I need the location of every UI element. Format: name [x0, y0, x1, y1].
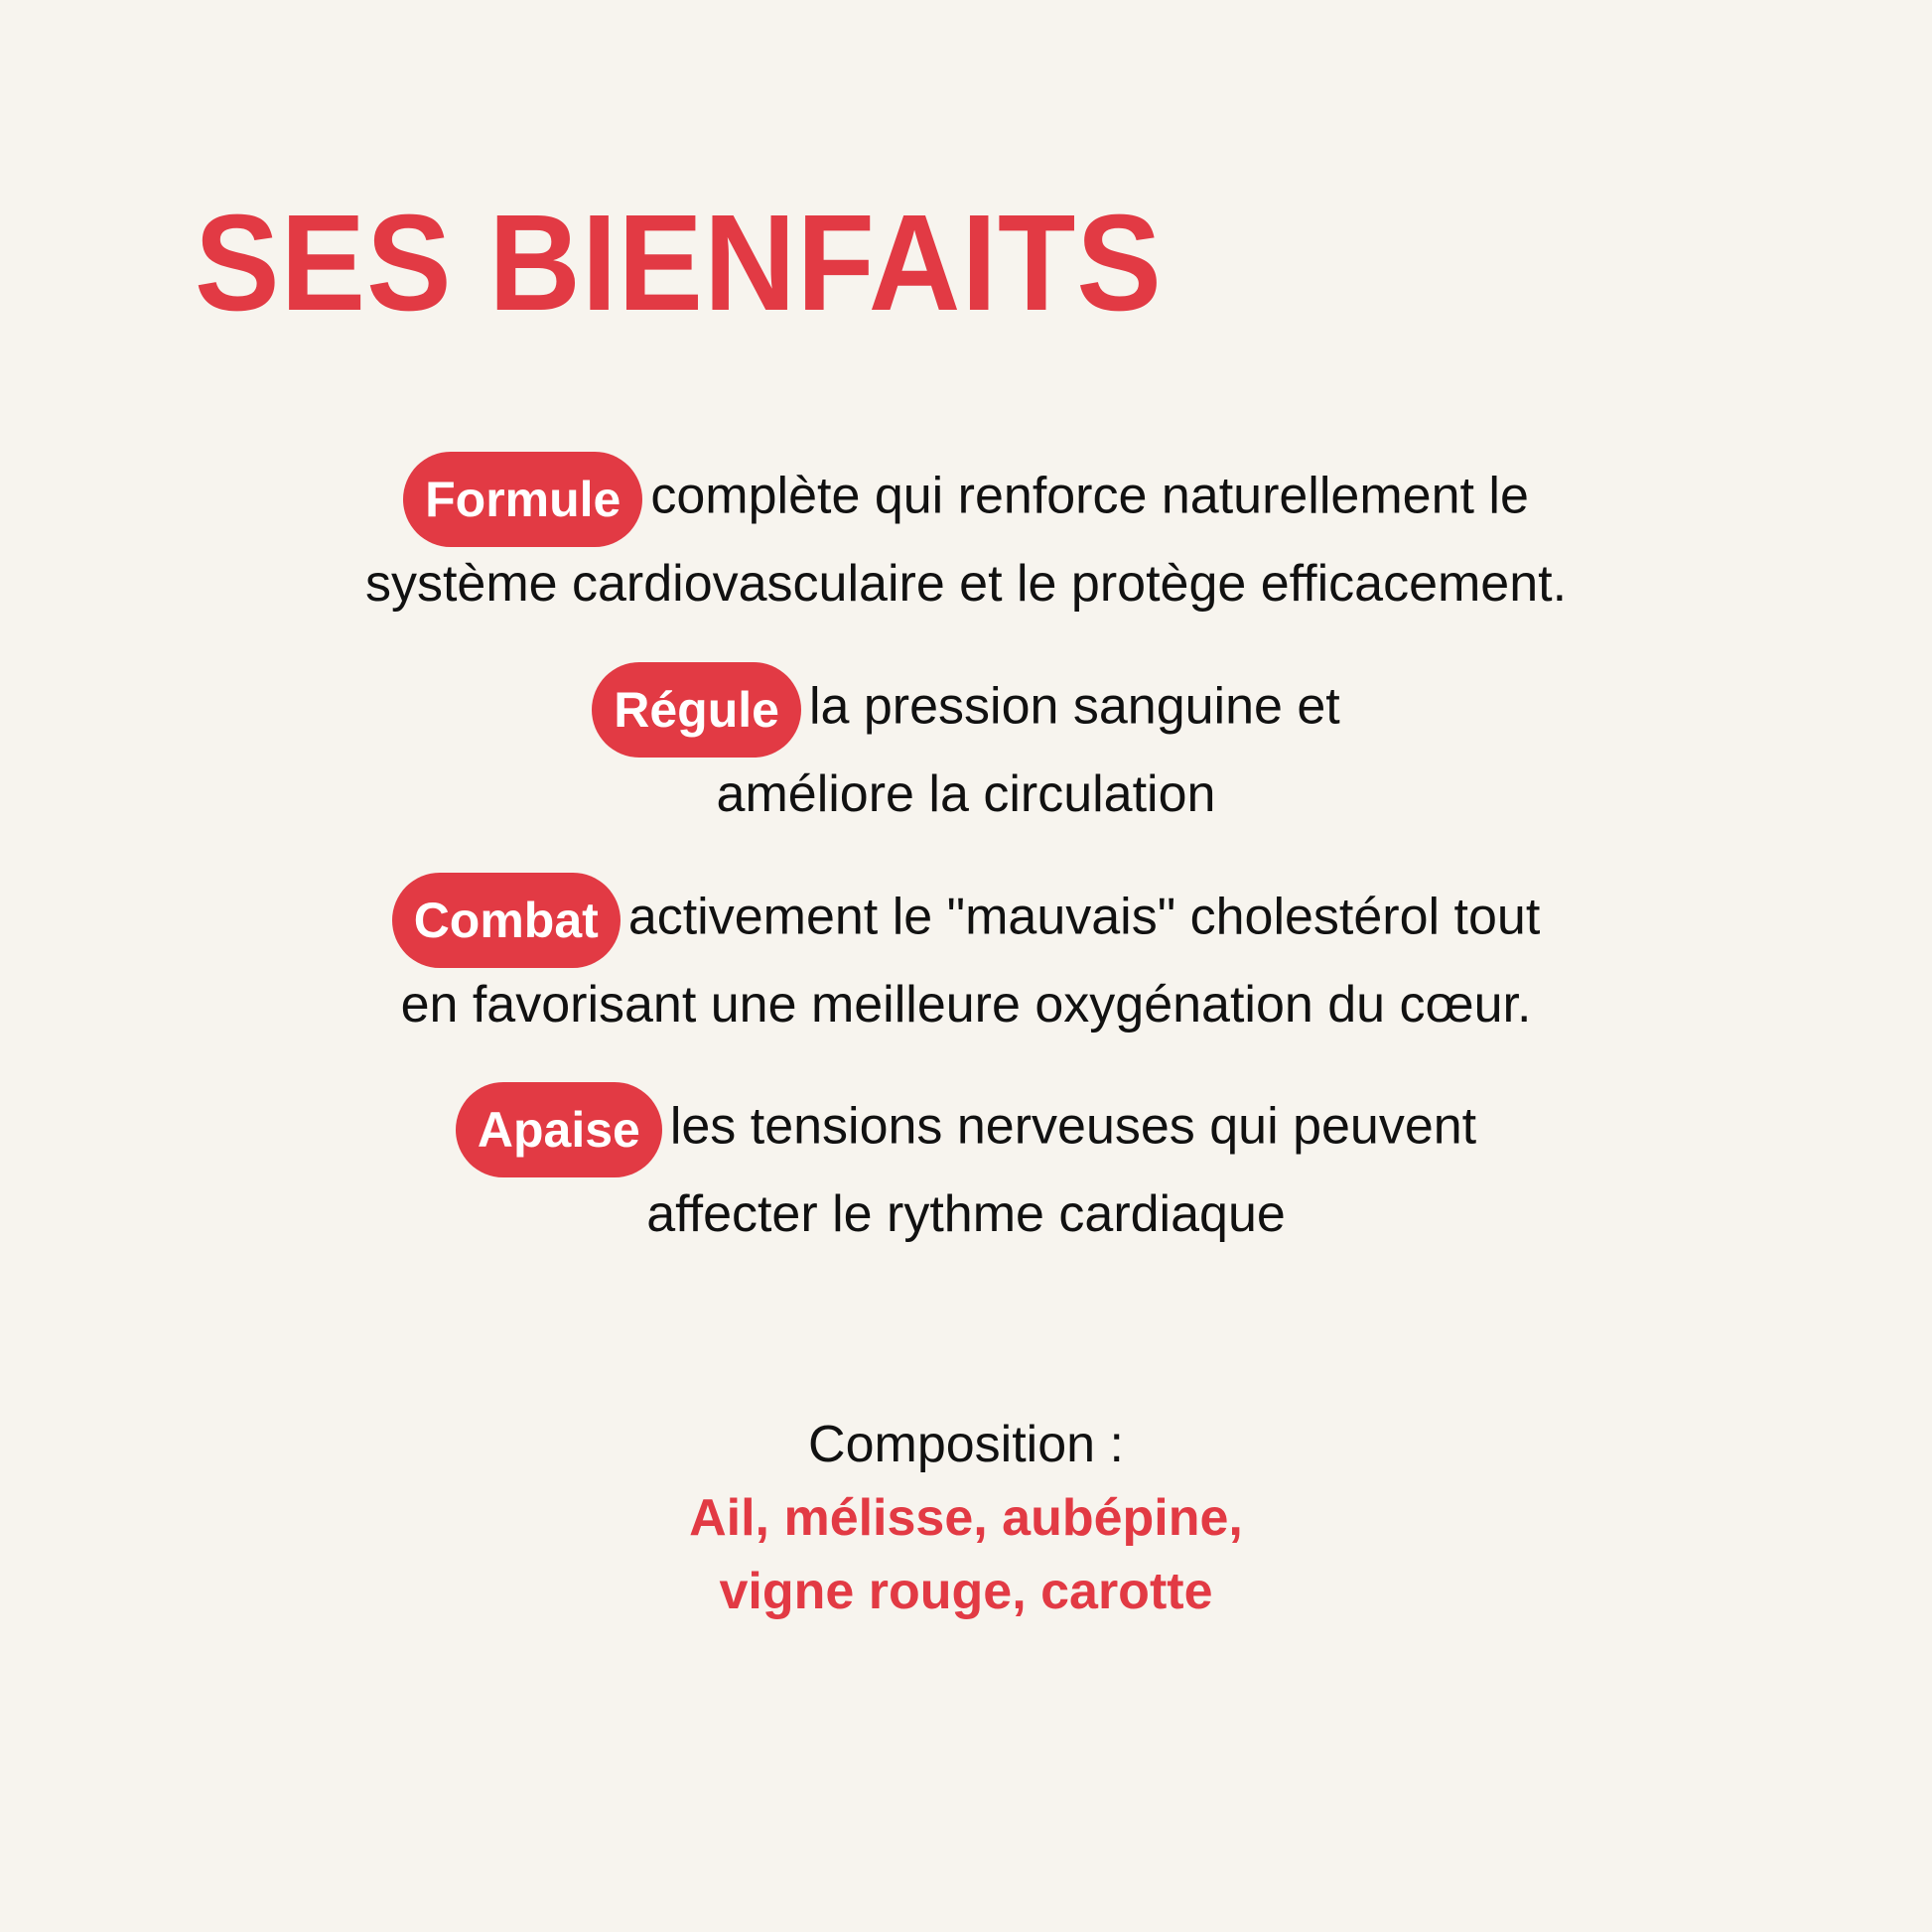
benefit-apaise: [0, 1082, 1932, 1251]
benefit-line-1: [0, 662, 1932, 758]
benefit-line-2: système cardiovasculaire et le protège efficacement.: [364, 555, 1568, 613]
highlight-badge: Apaise: [456, 1082, 662, 1177]
benefit-line-2: en favorisant une meilleure oxygénation du cœur.: [400, 976, 1532, 1034]
highlight-badge: Formule: [403, 452, 642, 547]
composition-ingredients-line-1: Ail, mélisse, aubépine,: [689, 1489, 1243, 1547]
benefit-line-2: affecter le rythme cardiaque: [646, 1185, 1286, 1243]
page-title: SES BIENFAITS: [195, 187, 1163, 340]
benefit-regule: [0, 662, 1932, 831]
benefit-text: complète qui renforce naturellement le: [650, 467, 1529, 525]
benefit-formule: [0, 452, 1932, 621]
benefit-combat: [0, 873, 1932, 1041]
composition-section: [0, 1408, 1932, 1628]
composition-ingredients-line-2: vigne rouge, carotte: [719, 1563, 1213, 1620]
benefit-line-1: [0, 1082, 1932, 1177]
benefit-text: activement le "mauvais" cholestérol tout: [627, 888, 1541, 946]
benefit-text: la pression sanguine et: [808, 677, 1340, 736]
benefit-line-1: [0, 873, 1932, 968]
composition-label: Composition :: [808, 1416, 1124, 1473]
highlight-badge: Combat: [392, 873, 621, 968]
benefit-text: les tensions nerveuses qui peuvent: [669, 1097, 1477, 1156]
benefit-line-2: améliore la circulation: [716, 765, 1216, 823]
benefit-line-1: [0, 452, 1932, 547]
highlight-badge: Régule: [592, 662, 801, 758]
